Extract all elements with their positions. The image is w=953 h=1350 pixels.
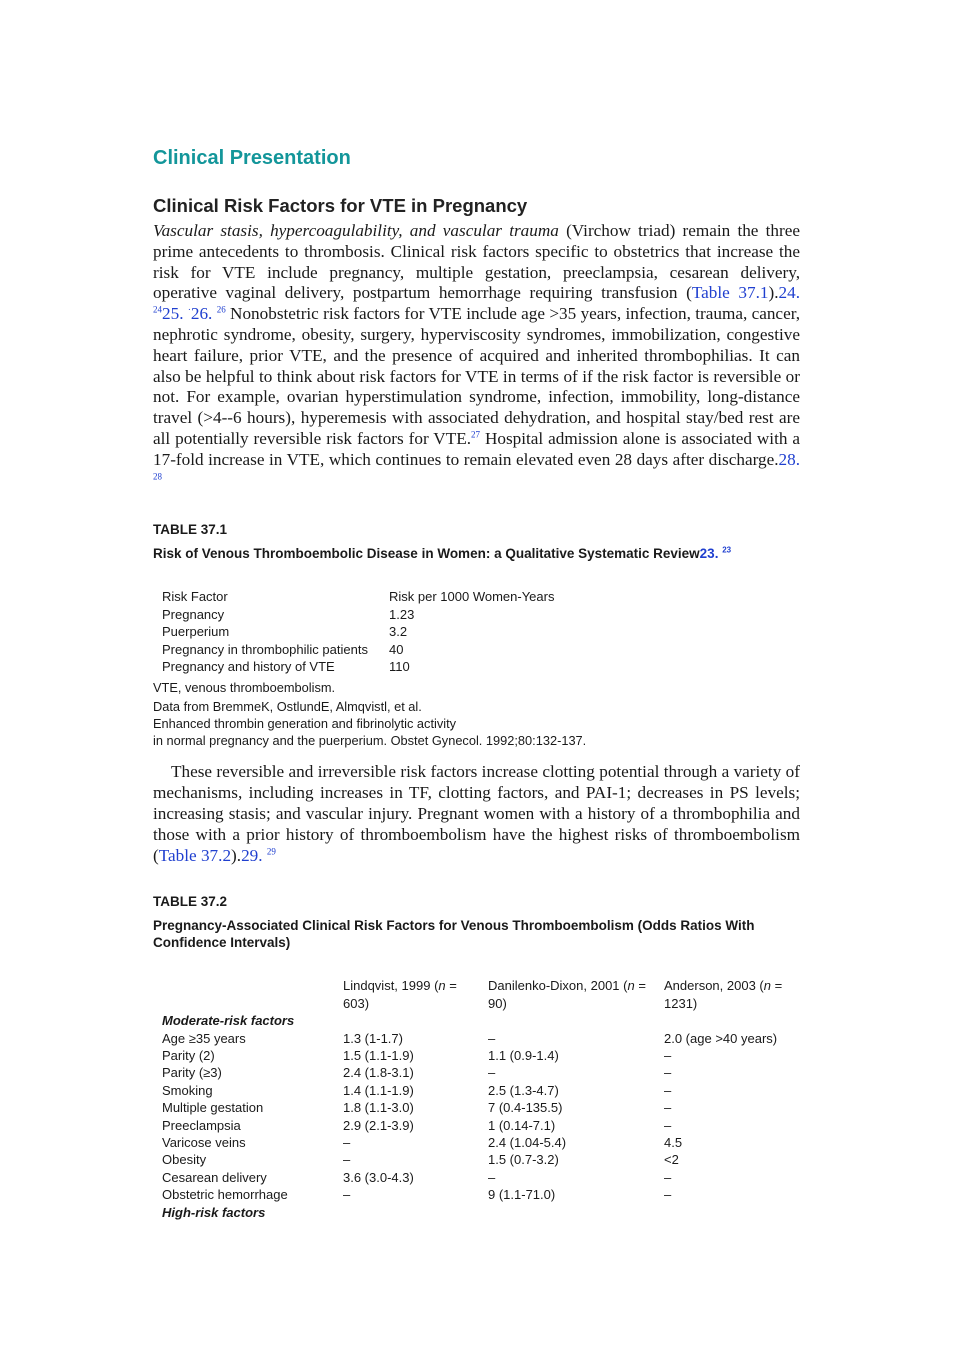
- table-row: [162, 1047, 800, 1064]
- table-cell: 1.4 (1.1-1.9): [343, 1082, 414, 1098]
- header-text: = 90): [488, 978, 646, 1011]
- table-row: [162, 1204, 800, 1221]
- para1-text4: Hospital admission alone is associated with a 17-fold increase in VTE, which continues to remain elevated even 28 days after discharge.: [153, 428, 801, 469]
- high-risk-subheading: High-risk factors: [162, 1204, 266, 1220]
- table-cell: Obesity: [162, 1152, 207, 1168]
- table-cell: –: [488, 1169, 496, 1185]
- table-cell: –: [664, 1082, 672, 1098]
- ref-29-link[interactable]: 29.: [241, 845, 263, 865]
- ref-29-sup: 29: [266, 845, 276, 856]
- table-row: [162, 1064, 800, 1081]
- table-cell: Pregnancy and history of VTE: [162, 658, 335, 674]
- table-1-title-text: Risk of Venous Thromboembolic Disease in Women: a Qualitative Systematic Review: [153, 546, 700, 562]
- table-cell: <2: [664, 1152, 679, 1168]
- table-cell: Obstetric hemorrhage: [162, 1187, 288, 1203]
- table-cell: 2.5 (1.3-4.7): [488, 1082, 559, 1098]
- table-row: [162, 1117, 800, 1134]
- table-row: [162, 641, 554, 658]
- para1-text1: (Virchow triad) remain the three prime antecedents to thrombosis. Clinical risk factors specific to obstetrics that increase the risk for VTE include pregnancy, multiple gestation, preeclampsia, cesarean delivery, operative vaginal delivery, postpartum hemorrhage requiring transfusion (: [153, 221, 800, 303]
- table-header-risk-per-1000: Risk per 1000 Women-Years: [389, 589, 555, 605]
- table-cell: –: [664, 1100, 672, 1116]
- table-row: [162, 1134, 800, 1151]
- header-n: n: [763, 978, 771, 994]
- table-2-label: TABLE 37.2: [153, 894, 228, 910]
- table-cell: Puerperium: [162, 624, 230, 640]
- ref-28-link[interactable]: 28.: [778, 449, 800, 469]
- header-text: = 603): [343, 978, 457, 1011]
- table-2-title: Pregnancy-Associated Clinical Risk Factors for Venous Thromboembolism (Odds Ratios With Confidence Intervals): [153, 918, 755, 951]
- table-row: [162, 1099, 800, 1116]
- paragraph-risk-factors: [153, 221, 800, 491]
- table-cell: –: [664, 1169, 672, 1185]
- table-cell: –: [664, 1065, 672, 1081]
- table-row: [162, 658, 554, 675]
- table-1-source-line-2: Enhanced thrombin generation and fibrinolytic activity: [153, 716, 457, 732]
- table-cell: 4.5: [664, 1135, 683, 1151]
- table-row: [162, 1012, 800, 1029]
- table-1: [162, 588, 554, 675]
- table-1-source-line-1: Data from BremmeK, OstlundE, Almqvistl, et al.: [153, 699, 422, 715]
- para2-text2: ).: [231, 845, 242, 865]
- table-row: [162, 1151, 800, 1168]
- table-cell: –: [343, 1135, 351, 1151]
- table-header-lindqvist: [343, 977, 488, 1012]
- header-text: = 1231): [664, 978, 783, 1011]
- table-1-label: TABLE 37.1: [153, 522, 228, 538]
- table-cell: Age ≥35 years: [162, 1030, 246, 1046]
- ref-24-sup: 24: [153, 304, 162, 315]
- table-cell: –: [488, 1065, 496, 1081]
- table-cell: 3.6 (3.0-4.3): [343, 1169, 414, 1185]
- table-row: [162, 1082, 800, 1099]
- ref-25-link[interactable]: 25.: [162, 304, 184, 324]
- table-row: [162, 977, 800, 1012]
- table-cell: 2.4 (1.04-5.4): [488, 1135, 567, 1151]
- table-cell: Cesarean delivery: [162, 1169, 267, 1185]
- table-cell: Smoking: [162, 1082, 213, 1098]
- table-header-danilenko: [488, 977, 664, 1012]
- table-cell: 1.5 (1.1-1.9): [343, 1048, 414, 1063]
- section-title: Clinical Presentation: [153, 147, 351, 169]
- table-1-title: [153, 545, 800, 562]
- table-row: [162, 588, 554, 605]
- table-header-blank: [162, 977, 343, 1012]
- table-cell: Multiple gestation: [162, 1100, 264, 1116]
- table-cell: –: [664, 1048, 672, 1063]
- table-cell: 40: [389, 641, 404, 657]
- header-text: Anderson, 2003 (: [664, 978, 764, 994]
- ref-25-sup: ·: [187, 304, 191, 315]
- table-cell: 2.9 (2.1-3.9): [343, 1117, 414, 1133]
- table-cell: 1.23: [389, 606, 415, 622]
- table-cell: 2.0 (age >40 years): [664, 1030, 778, 1046]
- ref-23-link[interactable]: 23.: [699, 546, 719, 562]
- table-row: [162, 623, 554, 640]
- subsection-title: Clinical Risk Factors for VTE in Pregnancy: [153, 195, 528, 216]
- table-cell: 1.3 (1-1.7): [343, 1030, 403, 1046]
- ref-28-sup: 28: [153, 470, 162, 481]
- table-cell: 9 (1.1-71.0): [488, 1187, 556, 1203]
- table-cell: –: [343, 1187, 351, 1203]
- table-cell: 2.4 (1.8-3.1): [343, 1065, 414, 1081]
- moderate-risk-subheading: Moderate-risk factors: [162, 1013, 295, 1029]
- header-n: n: [627, 978, 635, 994]
- table-header-risk-factor: Risk Factor: [162, 589, 228, 605]
- page-content: [153, 144, 800, 1221]
- table-cell: 3.2: [389, 624, 408, 640]
- table-cell: Pregnancy: [162, 606, 225, 622]
- header-n: n: [438, 978, 446, 994]
- ref-23-sup: 23: [722, 545, 732, 555]
- para1-text3: Nonobstetric risk factors for VTE include age >35 years, infection, trauma, cancer, nephrotic syndrome, obesity, surgery, hyperviscosity syndromes, immobilization, congestive heart failure, prior VTE, and the presence of acquired and inherited thrombophilias. It can also be helpful to think about risk factors for VTE in terms of if the risk factor is reversible or not. For example, ovarian hyperstimulation syndrome, infection, immobility, long-distance travel (>4--6 hours), hyperemesis with associated dehydration, and hospital stay/bed rest are all potentially reversible risk factors for VTE.: [153, 304, 801, 448]
- table-cell: Pregnancy in thrombophilic patients: [162, 641, 368, 657]
- table-header-anderson: [664, 977, 800, 1012]
- table-cell: 1.1 (0.9-1.4): [488, 1048, 559, 1063]
- ref-26-sup: 26: [216, 304, 226, 315]
- table-cell: –: [343, 1152, 351, 1168]
- para1-text2: ).: [768, 283, 779, 303]
- header-text: Danilenko-Dixon, 2001 (: [488, 978, 628, 994]
- table-37-1-link[interactable]: Table 37.1: [691, 283, 769, 303]
- table-cell: Varicose veins: [162, 1135, 246, 1151]
- table-2: [162, 977, 800, 1221]
- table-cell: –: [664, 1117, 672, 1133]
- table-cell: 7 (0.4-135.5): [488, 1100, 563, 1116]
- paragraph-mechanisms: [153, 762, 800, 866]
- ref-24-link[interactable]: 24.: [778, 283, 800, 303]
- table-cell: 1.5 (0.7-3.2): [488, 1152, 559, 1168]
- ref-27-sup: 27: [471, 429, 481, 440]
- para2-text1: These reversible and irreversible risk factors increase clotting potential through a variety of mechanisms, including increases in TF, clotting factors, and PAI-1; decreases in PS levels; increasing stasis; and vascular injury. Pregnant women with a history of a thrombophilia and those with a prior history of thromboembolism have the highest risks of thromboembolism (: [153, 762, 800, 865]
- table-cell: Parity (2): [162, 1048, 215, 1063]
- table-row: [162, 1030, 800, 1047]
- table-row: [162, 606, 554, 623]
- table-cell: –: [488, 1030, 496, 1046]
- table-row: [162, 1169, 800, 1186]
- table-cell: –: [664, 1187, 672, 1203]
- table-cell: Preeclampsia: [162, 1117, 241, 1133]
- table-cell: 1.8 (1.1-3.0): [343, 1100, 414, 1116]
- table-1-abbreviation: VTE, venous thromboembolism.: [153, 680, 336, 696]
- virchow-triad-text: Vascular stasis, hypercoagulability, and vascular trauma: [153, 221, 559, 240]
- ref-26-link[interactable]: 26.: [190, 304, 213, 324]
- table-cell: 110: [389, 658, 410, 674]
- table-cell: 1 (0.14-7.1): [488, 1117, 556, 1133]
- table-37-2-link[interactable]: Table 37.2: [158, 845, 232, 865]
- table-cell: Parity (≥3): [162, 1065, 222, 1081]
- table-row: [162, 1186, 800, 1203]
- header-text: Lindqvist, 1999 (: [343, 978, 439, 994]
- table-1-source-line-3: in normal pregnancy and the puerperium. Obstet Gynecol. 1992;80:132-137.: [153, 733, 587, 749]
